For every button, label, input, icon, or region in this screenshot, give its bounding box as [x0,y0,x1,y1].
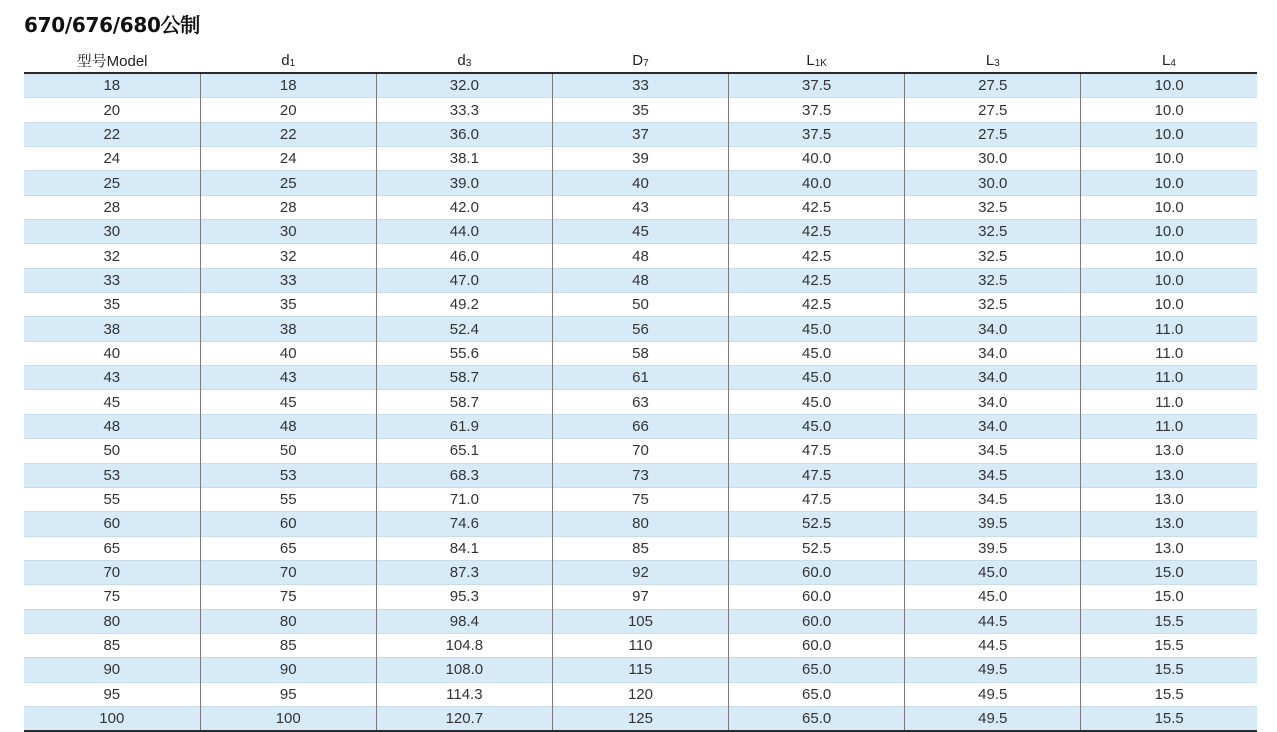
cell-d1: 80 [200,609,376,633]
cell-model: 20 [24,98,200,122]
cell-model: 50 [24,439,200,463]
cell-model: 90 [24,658,200,682]
cell-model: 18 [24,73,200,98]
column-header-L1K: $L_{1K}$ [729,48,905,73]
cell-model: 48 [24,414,200,438]
cell-model: 85 [24,633,200,657]
cell-d3: 42.0 [376,195,552,219]
cell-L4: 15.0 [1081,585,1257,609]
cell-L4: 10.0 [1081,73,1257,98]
cell-d1: 24 [200,147,376,171]
cell-model: 95 [24,682,200,706]
cell-L4: 11.0 [1081,390,1257,414]
cell-d1: 55 [200,487,376,511]
cell-d3: 36.0 [376,122,552,146]
cell-d1: 35 [200,293,376,317]
cell-d1: 75 [200,585,376,609]
cell-L3: 49.5 [905,658,1081,682]
cell-d3: 65.1 [376,439,552,463]
table-row [24,560,1257,584]
cell-L1K: 60.0 [729,585,905,609]
cell-d1: 32 [200,244,376,268]
table-row [24,463,1257,487]
cell-d1: 38 [200,317,376,341]
cell-d3: 104.8 [376,633,552,657]
cell-L4: 13.0 [1081,487,1257,511]
table-row [24,682,1257,706]
table-row [24,122,1257,146]
cell-D7: 58 [552,341,728,365]
cell-model: 100 [24,706,200,731]
cell-d3: 84.1 [376,536,552,560]
table-row [24,390,1257,414]
cell-D7: 63 [552,390,728,414]
cell-D7: 125 [552,706,728,731]
cell-L4: 13.0 [1081,439,1257,463]
table-row [24,195,1257,219]
table-row [24,585,1257,609]
cell-D7: 48 [552,268,728,292]
table-row [24,73,1257,98]
cell-L3: 34.0 [905,341,1081,365]
cell-d1: 28 [200,195,376,219]
cell-L1K: 60.0 [729,609,905,633]
cell-L4: 13.0 [1081,512,1257,536]
cell-D7: 45 [552,220,728,244]
cell-L4: 11.0 [1081,366,1257,390]
cell-L1K: 47.5 [729,487,905,511]
cell-L1K: 40.0 [729,171,905,195]
cell-d3: 47.0 [376,268,552,292]
table-row [24,317,1257,341]
column-header-d1: $d_1$ [200,48,376,73]
cell-d3: 52.4 [376,317,552,341]
cell-d1: 33 [200,268,376,292]
cell-L1K: 45.0 [729,366,905,390]
cell-d3: 49.2 [376,293,552,317]
cell-L4: 13.0 [1081,463,1257,487]
cell-model: 30 [24,220,200,244]
cell-L3: 30.0 [905,171,1081,195]
table-row [24,439,1257,463]
cell-L3: 45.0 [905,560,1081,584]
cell-d3: 39.0 [376,171,552,195]
cell-d3: 38.1 [376,147,552,171]
cell-L1K: 45.0 [729,390,905,414]
cell-d3: 55.6 [376,341,552,365]
cell-L3: 34.5 [905,463,1081,487]
cell-L4: 10.0 [1081,293,1257,317]
cell-D7: 37 [552,122,728,146]
cell-d3: 58.7 [376,390,552,414]
cell-model: 55 [24,487,200,511]
cell-L4: 15.5 [1081,682,1257,706]
cell-L4: 10.0 [1081,98,1257,122]
cell-L4: 15.5 [1081,609,1257,633]
cell-d3: 68.3 [376,463,552,487]
table-row [24,658,1257,682]
cell-d1: 50 [200,439,376,463]
cell-d1: 43 [200,366,376,390]
column-header-L4: $L_4$ [1081,48,1257,73]
cell-d1: 53 [200,463,376,487]
cell-model: 80 [24,609,200,633]
cell-d3: 58.7 [376,366,552,390]
cell-D7: 73 [552,463,728,487]
cell-model: 70 [24,560,200,584]
cell-L3: 30.0 [905,147,1081,171]
cell-D7: 39 [552,147,728,171]
cell-d3: 33.3 [376,98,552,122]
cell-L4: 10.0 [1081,195,1257,219]
cell-L4: 11.0 [1081,341,1257,365]
cell-d3: 74.6 [376,512,552,536]
cell-L1K: 47.5 [729,463,905,487]
cell-L3: 32.5 [905,268,1081,292]
cell-D7: 80 [552,512,728,536]
cell-d3: 87.3 [376,560,552,584]
cell-model: 40 [24,341,200,365]
cell-L1K: 42.5 [729,220,905,244]
cell-d1: 90 [200,658,376,682]
cell-d3: 61.9 [376,414,552,438]
cell-L4: 10.0 [1081,220,1257,244]
table-row [24,341,1257,365]
cell-L1K: 42.5 [729,293,905,317]
cell-L4: 11.0 [1081,414,1257,438]
table-row [24,609,1257,633]
cell-d3: 71.0 [376,487,552,511]
cell-L3: 39.5 [905,512,1081,536]
cell-d1: 60 [200,512,376,536]
cell-L4: 10.0 [1081,244,1257,268]
table-row [24,293,1257,317]
cell-D7: 92 [552,560,728,584]
cell-d1: 95 [200,682,376,706]
cell-L1K: 37.5 [729,98,905,122]
table-row [24,633,1257,657]
cell-L4: 11.0 [1081,317,1257,341]
cell-d3: 32.0 [376,73,552,98]
cell-d3: 44.0 [376,220,552,244]
cell-L1K: 65.0 [729,682,905,706]
table-row [24,512,1257,536]
cell-D7: 50 [552,293,728,317]
spec-table [24,48,1257,732]
cell-L4: 15.5 [1081,633,1257,657]
cell-model: 38 [24,317,200,341]
cell-model: 22 [24,122,200,146]
cell-L3: 34.5 [905,439,1081,463]
cell-d1: 30 [200,220,376,244]
cell-D7: 75 [552,487,728,511]
cell-L1K: 52.5 [729,536,905,560]
cell-D7: 115 [552,658,728,682]
cell-L3: 34.0 [905,366,1081,390]
cell-L1K: 40.0 [729,147,905,171]
cell-model: 65 [24,536,200,560]
cell-D7: 85 [552,536,728,560]
cell-L3: 44.5 [905,633,1081,657]
cell-D7: 35 [552,98,728,122]
cell-model: 45 [24,390,200,414]
cell-d1: 25 [200,171,376,195]
cell-D7: 105 [552,609,728,633]
cell-D7: 66 [552,414,728,438]
cell-model: 53 [24,463,200,487]
cell-L1K: 45.0 [729,341,905,365]
cell-L3: 34.0 [905,414,1081,438]
table-row [24,706,1257,731]
cell-L3: 27.5 [905,73,1081,98]
cell-L3: 27.5 [905,98,1081,122]
cell-D7: 40 [552,171,728,195]
cell-d3: 108.0 [376,658,552,682]
cell-L1K: 42.5 [729,195,905,219]
table-body [24,73,1257,731]
cell-model: 75 [24,585,200,609]
cell-L4: 15.0 [1081,560,1257,584]
cell-L3: 32.5 [905,195,1081,219]
cell-L4: 13.0 [1081,536,1257,560]
cell-L1K: 52.5 [729,512,905,536]
table-row [24,147,1257,171]
cell-L3: 39.5 [905,536,1081,560]
table-row [24,244,1257,268]
cell-D7: 43 [552,195,728,219]
table-row [24,536,1257,560]
table-row [24,268,1257,292]
cell-L1K: 45.0 [729,414,905,438]
cell-D7: 70 [552,439,728,463]
cell-L1K: 42.5 [729,268,905,292]
cell-L3: 32.5 [905,244,1081,268]
cell-D7: 97 [552,585,728,609]
cell-L3: 27.5 [905,122,1081,146]
cell-L4: 10.0 [1081,171,1257,195]
column-header-L3: $L_3$ [905,48,1081,73]
page-title: 670/676/680公制 [24,13,200,37]
cell-L4: 10.0 [1081,268,1257,292]
cell-L1K: 65.0 [729,658,905,682]
cell-L3: 32.5 [905,220,1081,244]
table-row [24,220,1257,244]
cell-L3: 34.0 [905,390,1081,414]
table-row [24,414,1257,438]
cell-D7: 33 [552,73,728,98]
cell-L1K: 37.5 [729,122,905,146]
cell-d1: 20 [200,98,376,122]
cell-D7: 61 [552,366,728,390]
cell-d3: 98.4 [376,609,552,633]
cell-L1K: 60.0 [729,560,905,584]
cell-D7: 110 [552,633,728,657]
cell-L3: 34.0 [905,317,1081,341]
cell-D7: 120 [552,682,728,706]
cell-model: 43 [24,366,200,390]
cell-L3: 32.5 [905,293,1081,317]
cell-L3: 49.5 [905,682,1081,706]
cell-L3: 34.5 [905,487,1081,511]
cell-model: 24 [24,147,200,171]
cell-L3: 49.5 [905,706,1081,731]
cell-model: 60 [24,512,200,536]
cell-d3: 120.7 [376,706,552,731]
cell-L4: 15.5 [1081,658,1257,682]
cell-L4: 10.0 [1081,122,1257,146]
column-header-model: 型号Model [24,48,200,73]
cell-d1: 70 [200,560,376,584]
cell-d1: 45 [200,390,376,414]
cell-L1K: 47.5 [729,439,905,463]
table-row [24,98,1257,122]
cell-D7: 56 [552,317,728,341]
cell-D7: 48 [552,244,728,268]
cell-L3: 44.5 [905,609,1081,633]
cell-d3: 95.3 [376,585,552,609]
cell-L1K: 42.5 [729,244,905,268]
cell-d1: 22 [200,122,376,146]
cell-d1: 65 [200,536,376,560]
column-header-d3: $d_3$ [376,48,552,73]
cell-model: 35 [24,293,200,317]
cell-d1: 100 [200,706,376,731]
cell-model: 25 [24,171,200,195]
table-row [24,487,1257,511]
cell-d3: 114.3 [376,682,552,706]
cell-L1K: 45.0 [729,317,905,341]
cell-L1K: 37.5 [729,73,905,98]
table-row [24,171,1257,195]
cell-model: 32 [24,244,200,268]
table-row [24,366,1257,390]
cell-model: 33 [24,268,200,292]
cell-L3: 45.0 [905,585,1081,609]
cell-L1K: 60.0 [729,633,905,657]
cell-L1K: 65.0 [729,706,905,731]
cell-d3: 46.0 [376,244,552,268]
table-header-row [24,48,1257,73]
cell-d1: 85 [200,633,376,657]
cell-d1: 18 [200,73,376,98]
cell-d1: 40 [200,341,376,365]
cell-d1: 48 [200,414,376,438]
cell-L4: 10.0 [1081,147,1257,171]
cell-model: 28 [24,195,200,219]
column-header-D7: $D_7$ [552,48,728,73]
cell-L4: 15.5 [1081,706,1257,731]
